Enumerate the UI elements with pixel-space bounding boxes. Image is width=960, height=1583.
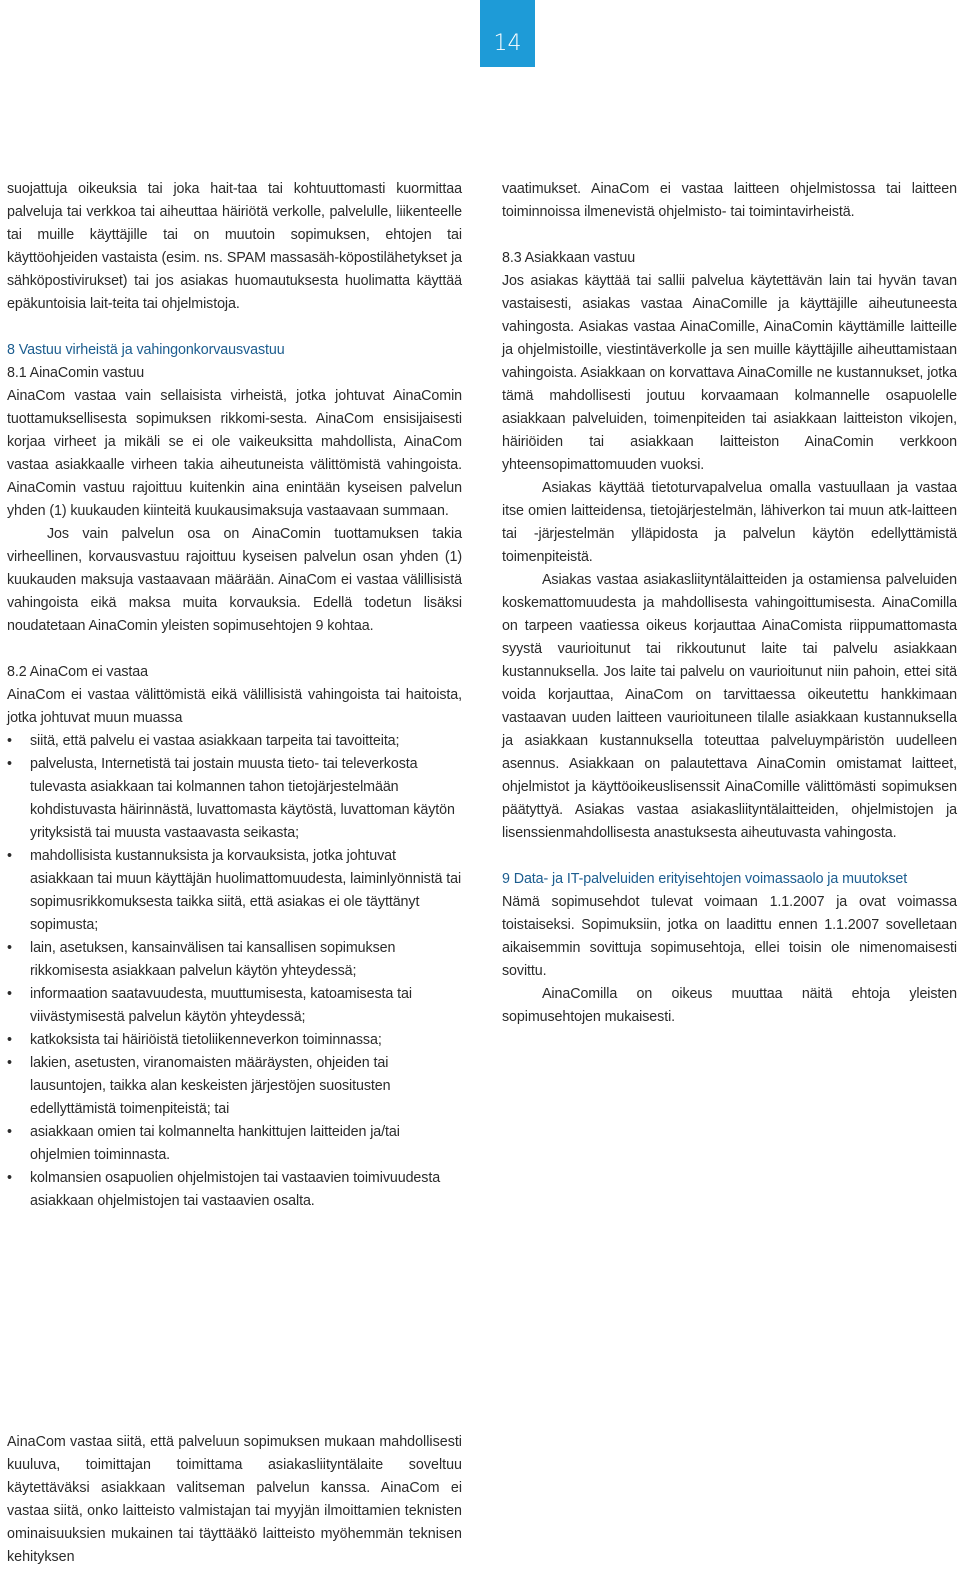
left-column	[7, 178, 462, 1213]
paragraph: AinaCom vastaa siitä, että palveluun sopimuksen mukaan mahdollisesti kuuluva, toimittajan toimittama asiakasliityntälaite soveltuu käytettäväksi asiakkaan valitseman palvelun kanssa. AinaCom ei vastaa siitä, onko laitteisto valmistajan tai myyjän ilmoittamien teknisten ominaisuuksien mukainen tai täyttääkö laitteisto myöhemmän teknisen kehityksen	[7, 1434, 462, 1565]
paragraph: vaatimukset. AinaCom ei vastaa laitteen ohjelmistossa tai laitteen toiminnoissa ilmenevistä ohjelmisto- tai toimintavirheistä.	[502, 181, 957, 220]
paragraph: AinaCom vastaa vain sellaisista virheistä, jotka johtuvat AinaComin tuottamuksellisesta sopimuksen rikkomi-sesta. AinaCom ensisijaisesti korjaa virheet ja mikäli se ei ole vaikeuksitta mahdollista, AinaCom vastaa asiakkaalle virheen takia aiheutuneista välittömistä vahingoista. AinaComin vastuu rajoittuu kuitenkin aina enintään kyseisen palvelun yhden (1) kuukauden kiinteitä kuukausimaksuja vastaavaan summaan.	[7, 388, 462, 519]
list-item: • lain, asetuksen, kansainvälisen tai kansallisen sopimuksen rikkomisesta asiakkaan palvelun käytön yhteydessä;	[7, 937, 462, 983]
paragraph: Nämä sopimusehdot tulevat voimaan 1.1.2007 ja ovat voimassa toistaiseksi. Sopimuksiin, jotka on laadittu ennen 1.1.2007 sovelletaan aikaisemmin sovittuja sopimusehtoja, ellei toisin ole nimenomaisesti sovittu.	[502, 894, 957, 979]
paragraph: AinaComilla on oikeus muuttaa näitä ehtoja yleisten sopimusehtojen mukaisesti.	[502, 986, 957, 1025]
paragraph: Asiakas käyttää tietoturvapalvelua omalla vastuullaan ja vastaa itse omien laitteidensa, tietojärjestelmän, lähiverkon tai muun atk-laitteen tai -järjestelmän ylläpidosta ja palvelun käytön edellyttämistä toimenpiteistä.	[502, 480, 957, 565]
subsection-heading-8-2: 8.2 AinaCom ei vastaa	[7, 664, 148, 680]
list-item: • asiakkaan omien tai kolmannelta hankittujen laitteiden ja/tai ohjelmien toiminnasta.	[7, 1121, 462, 1167]
paragraph: AinaCom ei vastaa välittömistä eikä välillisistä vahingoista tai haitoista, jotka johtuvat muun muassa	[7, 687, 462, 726]
list-item: • siitä, että palvelu ei vastaa asiakkaan tarpeita tai tavoitteita;	[7, 730, 462, 753]
left-column-bottom	[7, 1431, 462, 1569]
paragraph: Asiakas vastaa asiakasliityntälaitteiden ja ostamiensa palveluiden koskemattomuudesta ja mahdollisesta vahingoittumisesta. AinaComilla on tarpeen vaatiessa oikeus korjauttaa AinaComista riippumattomasta syystä vaurioitunut tai rikkoutunut laite tai palvelu asiakkaan kustannuksella. Jos laite tai palvelu on vaurioitunut niin pahoin, ettei sitä voida korjauttaa, AinaCom on tarvittaessa oikeutettu hankkimaan vastaavan uuden laitteen vaurioituneen tilalle asiakkaan kustannuksella ja asiakkaan kustannuksella toteuttaa palveluympäristön uudelleen asennus. Asiakkaan on palautettava AinaComin omistamat laitteet, ohjelmistot ja käyttöoikeuslisenssit AinaComille välittömästi sopimuksen päätyttyä. Asiakas vastaa asiakasliityntälaitteiden, ohjelmistojen ja lisenssienmahdollisesta anastuksesta aiheutuvasta vahingosta.	[502, 572, 957, 841]
page-number-badge	[480, 0, 535, 67]
section-heading-8: 8 Vastuu virheistä ja vahingonkorvausvastuu	[7, 342, 285, 358]
paragraph: Jos asiakas käyttää tai sallii palvelua käytettävän lain tai hyvän tavan vastaisesti, asiakas vastaa AinaComille ja käyttäjille aiheutuneesta vahingosta. Asiakas vastaa AinaComille, AinaComin käyttämille laitteille ja ohjelmistoille, viestintäverkolle ja sen muille käyttäjille aiheuttamistaan vahingoista. Asiakkaan on korvattava AinaComille ne kustannukset, jotka tämä mahdollisesti joutuu korvaamaan kolmannelle osapuolelle asiakkaan palveluiden, toimenpiteiden tai asiakkaan laitteiston vikojen, häiriöiden tai asiakkaan laitteiston AinaComin verkkoon yhteensopimattomuuden vuoksi.	[502, 273, 957, 473]
section-heading-9: 9 Data- ja IT-palveluiden erityisehtojen voimassaolo ja muutokset	[502, 871, 908, 887]
subsection-heading-8-3: 8.3 Asiakkaan vastuu	[502, 250, 636, 266]
list-item: • mahdollisista kustannuksista ja korvauksista, jotka johtuvat asiakkaan tai muun käyttäjän huolimattomuudesta, laiminlyönnistä tai sopimusrikkomuksesta taikka siitä, että asiakas ei ole täyttänyt sopimusta;	[7, 845, 462, 937]
list-item: • palvelusta, Internetistä tai jostain muusta tieto- tai televerkosta tulevasta asiakkaan tai kolmannen tahon tietojärjestelmään kohdistuvasta häirinnästä, luvattomasta käytöstä, luvattoman käytön yrityksistä tai muusta vastaavasta seikasta;	[7, 753, 462, 845]
paragraph: suojattuja oikeuksia tai joka hait-taa tai kohtuuttomasti kuormittaa palveluja tai verkkoa tai aiheuttaa häiriötä verkolle, palvelulle, liikenteelle tai muille käyttäjille tai on muutoin sopimuksen, ehtojen tai käyttöohjeiden vastaista (esim. ns. SPAM massasäh-köpostilähetykset ja sähköpostivirukset) tai jos asiakas huomautuksesta huolimatta käyttää epäkuntoisia lait-teita tai ohjelmistoja.	[7, 181, 462, 312]
bullet-list	[7, 730, 462, 1213]
paragraph: Jos vain palvelun osa on AinaComin tuottamuksen takia virheellinen, korvausvastuu rajoittuu kyseisen palvelun osan yhden (1) kuukauden maksuja vastaavaan määrään. AinaCom ei vastaa välillisistä vahingoista eikä maksa muita korvauksia. Edellä todetun lisäksi noudatetaan AinaComin yleisten sopimusehtojen 9 kohtaa.	[7, 526, 462, 634]
page-number: 14	[493, 31, 522, 56]
list-item: • katkoksista tai häiriöistä tietoliikenneverkon toiminnassa;	[7, 1029, 462, 1052]
list-item: • kolmansien osapuolien ohjelmistojen tai vastaavien toimivuudesta asiakkaan ohjelmistojen tai vastaavien osalta.	[7, 1167, 462, 1213]
right-column	[502, 178, 957, 1029]
list-item: • informaation saatavuudesta, muuttumisesta, katoamisesta tai viivästymisestä palvelun käytön yhteydessä;	[7, 983, 462, 1029]
list-item: • lakien, asetusten, viranomaisten määräysten, ohjeiden tai lausuntojen, taikka alan keskeisten järjestöjen suositusten edellyttämistä toimenpiteistä; tai	[7, 1052, 462, 1121]
subsection-heading-8-1: 8.1 AinaComin vastuu	[7, 365, 145, 381]
